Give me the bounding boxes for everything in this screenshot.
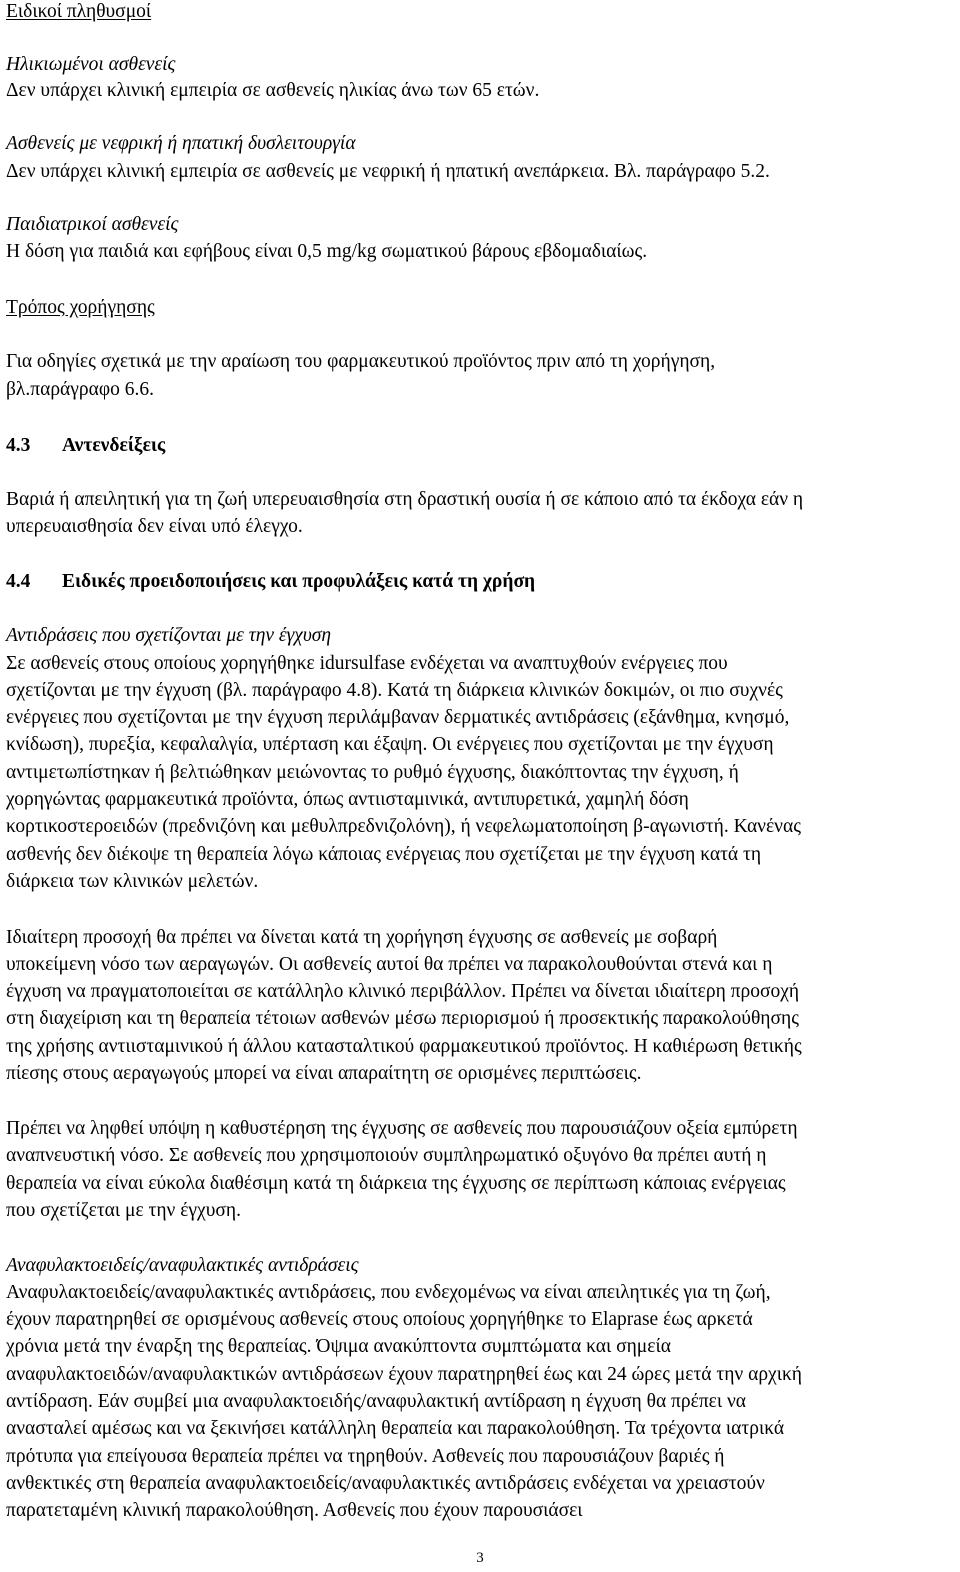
infusion-p2-line: υποκείμενη νόσο των αεραγωγών. Οι ασθενείς αυτοί θα πρέπει να παρακολουθούνται στενά και η bbox=[6, 954, 773, 975]
anaphylaxis-line: ανθεκτικές στη θεραπεία αναφυλακτοειδείς/αναφυλακτικές αντιδράσεις ενδέχεται να χρειαστούν bbox=[6, 1473, 765, 1494]
infusion-p1-line: ασθενής δεν διέκοψε τη θεραπεία λόγω κάποιας ενέργειας που σχετίζεται με την έγχυση κατά τη bbox=[6, 844, 762, 865]
section-title: Ειδικές προειδοποιήσεις και προφυλάξεις κατά τη χρήση bbox=[62, 571, 536, 592]
warnings-heading bbox=[6, 570, 535, 594]
infusion-p1-line: ενέργειες που σχετίζονται με την έγχυση περιλάμβαναν δερματικές αντιδράσεις (εξάνθημα, κνησμό, bbox=[6, 707, 790, 728]
infusion-p3-line: αναπνευστική νόσο. Σε ασθενείς που χρησιμοποιούν συμπληρωματικό οξυγόνο θα πρέπει αυτή η bbox=[6, 1145, 767, 1166]
contraindications-line: Βαριά ή απειλητική για τη ζωή υπερευαισθησία στη δραστική ουσία ή σε κάποιο από τα έκδοχα εάν η bbox=[6, 489, 804, 510]
infusion-p2-line: στη διαχείριση και τη θεραπεία τέτοιων ασθενών μέσω περιορισμού ή προσεκτικής παρακολούθησης bbox=[6, 1008, 799, 1029]
anaphylaxis-line: Αναφυλακτοειδείς/αναφυλακτικές αντιδράσεις, που ενδεχομένως να είναι απειλητικές για τη ζωή, bbox=[6, 1282, 771, 1303]
infusion-p2-line: Ιδιαίτερη προσοχή θα πρέπει να δίνεται κατά τη χορήγηση έγχυσης σε ασθενείς με σοβαρή bbox=[6, 927, 718, 948]
renal-text: Δεν υπάρχει κλινική εμπειρία σε ασθενείς με νεφρική ή ηπατική ανεπάρκεια. Βλ. παράγραφο 5.2. bbox=[6, 161, 770, 182]
infusion-p1-line: σχετίζονται με την έγχυση (βλ. παράγραφο 4.8). Κατά τη διάρκεια κλινικών δοκιμών, οι πιο συχνές bbox=[6, 680, 783, 701]
administration-line: βλ.παράγραφο 6.6. bbox=[6, 379, 154, 400]
infusion-p1-line: χορηγώντας φαρμακευτικά προϊόντα, όπως αντιισταμινικά, αντιπυρετικά, χαμηλή δόση bbox=[6, 789, 689, 810]
section-title: Αντενδείξεις bbox=[62, 435, 166, 456]
elderly-text: Δεν υπάρχει κλινική εμπειρία σε ασθενείς ηλικίας άνω των 65 ετών. bbox=[6, 80, 540, 101]
paediatric-subtitle: Παιδιατρικοί ασθενείς bbox=[6, 214, 179, 235]
infusion-subtitle: Αντιδράσεις που σχετίζονται με την έγχυση bbox=[6, 625, 332, 646]
paediatric-text: Η δόση για παιδιά και εφήβους είναι 0,5 mg/kg σωματικού βάρους εβδομαδιαίως. bbox=[6, 241, 648, 262]
infusion-p1-line: κνίδωση), πυρεξία, κεφαλαλγία, υπέρταση και έξαψη. Οι ενέργειες που σχετίζονται με την έγχυση bbox=[6, 734, 774, 755]
infusion-p3-line: θεραπεία να είναι εύκολα διαθέσιμη κατά τη διάρκεια της έγχυσης σε περίπτωση κάποιας ενέργειας bbox=[6, 1173, 786, 1194]
administration-line: Για οδηγίες σχετικά με την αραίωση του φαρμακευτικού προϊόντος πριν από τη χορήγηση, bbox=[6, 351, 716, 372]
anaphylaxis-line: πρότυπα για επείγουσα θεραπεία πρέπει να τηρηθούν. Ασθενείς που παρουσιάζουν βαριές ή bbox=[6, 1446, 725, 1467]
infusion-p1-line: κορτικοστεροειδών (πρεδνιζόνη και μεθυλπρεδνιζολόνη), ή νεφελωματοποίηση β-αγωνιστή. Κανένας bbox=[6, 816, 801, 837]
page-number: 3 bbox=[476, 1550, 484, 1566]
anaphylaxis-line: ανασταλεί αμέσως και να ξεκινήσει κατάλληλη θεραπεία και παρακολούθηση. Τα τρέχοντα ιατρικά bbox=[6, 1418, 785, 1439]
infusion-p3-line: που σχετίζεται με την έγχυση. bbox=[6, 1200, 241, 1221]
anaphylaxis-line: αναφυλακτοειδών/αναφυλακτικών αντιδράσεων έχουν παρατηρηθεί έως και 24 ώρες μετά την αρχική bbox=[6, 1364, 802, 1385]
contraindications-line: υπερευαισθησία δεν είναι υπό έλεγχο. bbox=[6, 516, 303, 537]
elderly-subtitle: Ηλικιωμένοι ασθενείς bbox=[6, 54, 176, 75]
anaphylaxis-line: παρατεταμένη κλινική παρακολούθηση. Ασθενείς που έχουν παρουσιάσει bbox=[6, 1500, 583, 1521]
infusion-p2-line: πίεσης στους αεραγωγούς μπορεί να είναι απαραίτητη σε ορισμένες περιπτώσεις. bbox=[6, 1063, 642, 1084]
infusion-p3-line: Πρέπει να ληφθεί υπόψη η καθυστέρηση της έγχυσης σε ασθενείς που παρουσιάζουν οξεία εμπύρετη bbox=[6, 1118, 798, 1139]
contraindications-heading bbox=[6, 434, 165, 458]
anaphylaxis-line: έχουν παρατηρηθεί σε ορισμένους ασθενείς στους οποίους χορηγήθηκε το Elaprase έως αρκετά bbox=[6, 1309, 753, 1330]
administration-title: Τρόπος χορήγησης bbox=[6, 297, 155, 318]
renal-subtitle: Ασθενείς με νεφρική ή ηπατική δυσλειτουργία bbox=[6, 133, 356, 154]
infusion-p2-line: έγχυση να πραγματοποιείται σε κατάλληλο κλινικό περιβάλλον. Πρέπει να δίνεται ιδιαίτερη προσοχή bbox=[6, 981, 800, 1002]
infusion-p1-line: διάρκεια των κλινικών μελετών. bbox=[6, 871, 259, 892]
anaphylaxis-subtitle: Αναφυλακτοειδείς/αναφυλακτικές αντιδράσεις bbox=[6, 1255, 359, 1276]
special-populations-title: Ειδικοί πληθυσμοί bbox=[6, 1, 152, 22]
section-number: 4.3 bbox=[6, 435, 31, 456]
anaphylaxis-line: αντίδραση. Εάν συμβεί μια αναφυλακτοειδής/αναφυλακτική αντίδραση η έγχυση θα πρέπει να bbox=[6, 1391, 747, 1412]
infusion-p1-line: αντιμετωπίστηκαν ή βελτιώθηκαν μειώνοντας το ρυθμό έγχυσης, διακόπτοντας την έγχυση, ή bbox=[6, 762, 739, 783]
infusion-p2-line: της χρήσης αντιισταμινικού ή άλλου κατασταλτικού φαρμακευτικού προϊόντος. Η καθιέρωση θετικής bbox=[6, 1036, 802, 1057]
section-number: 4.4 bbox=[6, 571, 31, 592]
anaphylaxis-line: χρόνια μετά την έναρξη της θεραπείας. Όψιμα ανακύπτοντα συμπτώματα και σημεία bbox=[6, 1336, 671, 1357]
infusion-p1-line: Σε ασθενείς στους οποίους χορηγήθηκε idursulfase ενδέχεται να αναπτυχθούν ενέργειες που bbox=[6, 653, 728, 674]
